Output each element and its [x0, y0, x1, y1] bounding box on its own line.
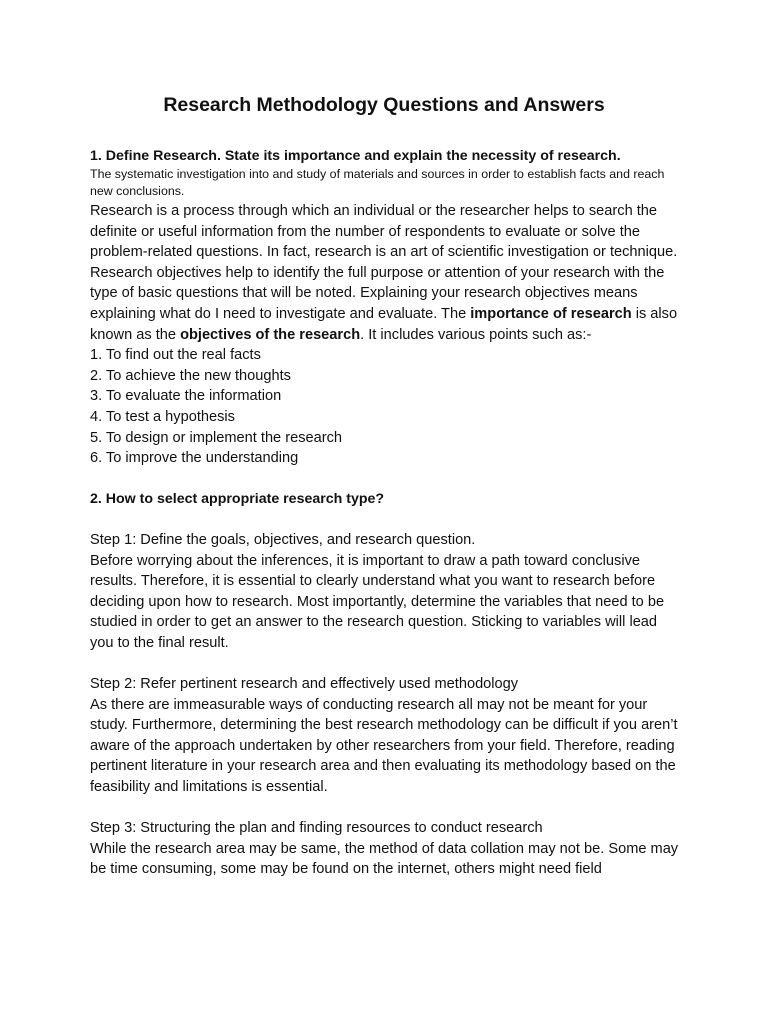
step-3-text: While the research area may be same, the method of data collation may not be. Some may be time consuming, some may be found on the internet, others might need field — [90, 840, 679, 878]
list-item: 4. To test a hypothesis — [90, 408, 235, 425]
step-3-title: Step 3: Structuring the plan and finding resources to conduct research — [90, 820, 543, 837]
step-2-text: As there are immeasurable ways of conducting research all may not be meant for your study. Furthermore, determining the best research methodology can be difficult if you aren’t aware of the approach undertaken by other researchers from your field. Therefore, reading pertinent literature in your research area and then evaluating its methodology based on the feasibility and limitations is essential. — [90, 696, 678, 796]
question-2-heading: 2. How to select appropriate research type? — [90, 491, 385, 508]
research-paragraph-1: Research is a process through which an individual or the researcher helps to search the definite or useful information from the number of respondents to evaluate or solve the problem-related questions. In fact, research is an art of scientific investigation or technique. — [90, 203, 678, 261]
list-item: 2. To achieve the new thoughts — [90, 367, 291, 384]
para2-text-2: is also known as the — [90, 305, 678, 343]
para2-bold-importance: importance of research — [470, 305, 632, 322]
spacer — [90, 653, 680, 674]
research-paragraph-2 — [90, 263, 680, 345]
para2-text-1: Research objectives help to identify the full purpose or attention of your research with the type of basic questions that will be noted. Explaining your research objectives means explaining what do I need to investigate and evaluate. The — [90, 264, 665, 322]
para2-bold-objectives: objectives of the research — [180, 326, 361, 343]
spacer — [90, 509, 680, 530]
list-item: 1. To find out the real facts — [90, 347, 261, 364]
objectives-list — [90, 345, 680, 469]
spacer — [90, 469, 680, 490]
document-body — [90, 146, 680, 880]
research-definition: The systematic investigation into and study of materials and sources in order to establish facts and reach new conclusions. — [90, 167, 665, 198]
step-1-text: Before worrying about the inferences, it is important to draw a path toward conclusive results. Therefore, it is essential to clearly understand what you want to research before deciding upon how to research. Most importantly, determine the variables that need to be studied in order to get an answer to the research question. Sticking to variables will lead you to the final result. — [90, 552, 665, 651]
document-title: Research Methodology Questions and Answers — [163, 94, 605, 116]
para2-text-3: . It includes various points such as:- — [360, 326, 592, 343]
list-item: 5. To design or implement the research — [90, 429, 343, 446]
step-1-title: Step 1: Define the goals, objectives, and research question. — [90, 531, 476, 548]
question-1-heading: 1. Define Research. State its importance and explain the necessity of research. — [90, 148, 621, 164]
step-2-title: Step 2: Refer pertinent research and effectively used methodology — [90, 676, 519, 693]
list-item: 6. To improve the understanding — [90, 450, 299, 467]
list-item: 3. To evaluate the information — [90, 388, 282, 405]
spacer — [90, 798, 680, 819]
